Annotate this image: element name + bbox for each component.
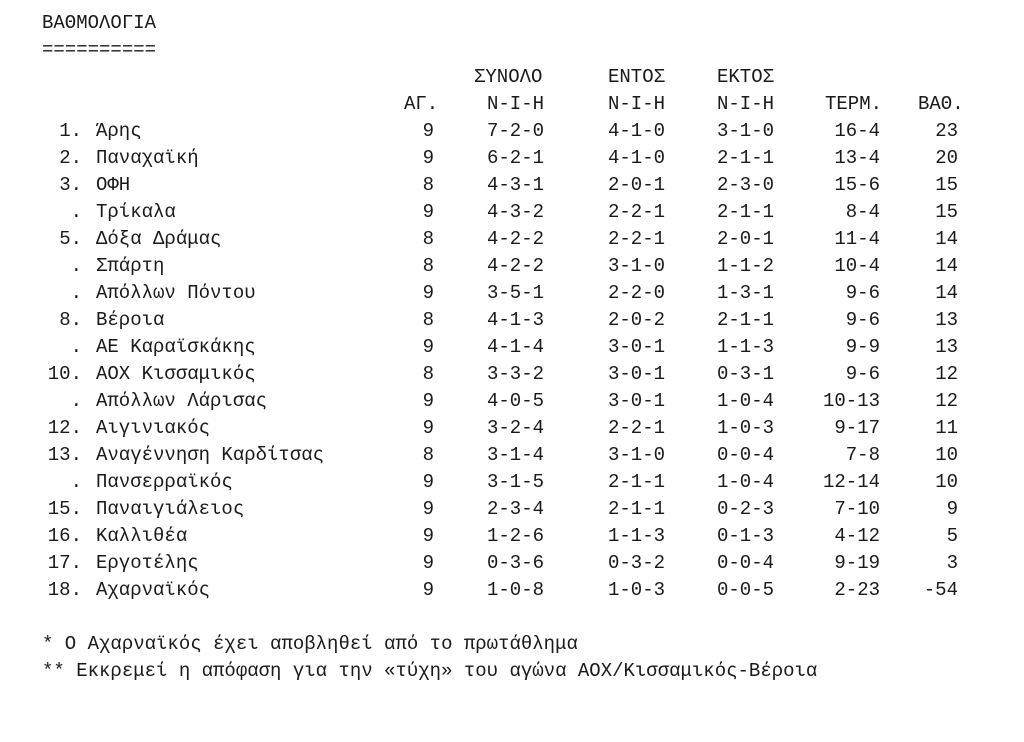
row-total: 3-5-1 xyxy=(487,282,545,304)
row-total: 1-2-6 xyxy=(487,525,545,547)
row-away: 2-1-1 xyxy=(717,147,775,169)
row-games: 9 xyxy=(422,201,434,223)
page-title: ΒΑΘΜΟΛΟΓΙΑ xyxy=(42,12,157,34)
row-home: 3-0-1 xyxy=(608,363,666,385)
row-home: 2-0-1 xyxy=(608,174,666,196)
row-home: 1-0-3 xyxy=(608,579,666,601)
row-home: 2-0-2 xyxy=(608,309,666,331)
row-team: Απόλλων Λάρισας xyxy=(96,390,268,412)
row-goals: 16-4 xyxy=(834,120,880,142)
row-games: 9 xyxy=(422,147,434,169)
header-home-wdl: Ν-Ι-Η xyxy=(608,93,666,115)
row-goals: 11-4 xyxy=(834,228,880,250)
header-home: ΕΝΤΟΣ xyxy=(608,66,666,88)
row-goals: 9-9 xyxy=(845,336,880,358)
row-home: 2-2-1 xyxy=(608,201,666,223)
row-total: 3-3-2 xyxy=(487,363,545,385)
row-total: 1-0-8 xyxy=(487,579,545,601)
row-away: 0-0-5 xyxy=(717,579,775,601)
row-away: 2-1-1 xyxy=(717,309,775,331)
row-away: 0-1-3 xyxy=(717,525,775,547)
row-games: 9 xyxy=(422,579,434,601)
row-away: 0-2-3 xyxy=(717,498,775,520)
row-goals: 13-4 xyxy=(834,147,880,169)
row-team: Πανσερραϊκός xyxy=(96,471,233,493)
row-away: 1-0-3 xyxy=(717,417,775,439)
row-home: 3-1-0 xyxy=(608,255,666,277)
row-team: Εργοτέλης xyxy=(96,552,199,574)
row-position: . xyxy=(70,255,82,277)
row-position: 10. xyxy=(47,363,82,385)
row-points: 12 xyxy=(935,363,958,385)
row-team: ΑΟΧ Κισσαμικός xyxy=(96,363,256,385)
row-team: Παναχαϊκή xyxy=(96,147,199,169)
row-home: 3-1-0 xyxy=(608,444,666,466)
row-goals: 10-13 xyxy=(822,390,880,412)
row-team: Απόλλων Πόντου xyxy=(96,282,256,304)
row-team: ΑΕ Καραϊσκάκης xyxy=(96,336,256,358)
row-home: 3-0-1 xyxy=(608,336,666,358)
header-away: ΕΚΤΟΣ xyxy=(717,66,775,88)
row-home: 2-1-1 xyxy=(608,498,666,520)
row-away: 3-1-0 xyxy=(717,120,775,142)
row-points: 15 xyxy=(935,201,958,223)
row-games: 9 xyxy=(422,120,434,142)
row-goals: 4-12 xyxy=(834,525,880,547)
row-total: 7-2-0 xyxy=(487,120,545,142)
row-team: Αχαρναϊκός xyxy=(96,579,211,601)
row-away: 0-0-4 xyxy=(717,552,775,574)
header-goals: ΤΕΡΜ. xyxy=(825,93,883,115)
row-team: Βέροια xyxy=(96,309,165,331)
footnote: * Ο Αχαρναϊκός έχει αποβληθεί από το πρωτάθλημα xyxy=(42,633,578,655)
row-games: 9 xyxy=(422,525,434,547)
row-games: 9 xyxy=(422,417,434,439)
row-home: 2-1-1 xyxy=(608,471,666,493)
row-points: 20 xyxy=(935,147,958,169)
header-away-wdl: Ν-Ι-Η xyxy=(717,93,775,115)
row-position: . xyxy=(70,471,82,493)
row-team: Αιγινιακός xyxy=(96,417,211,439)
row-away: 1-1-3 xyxy=(717,336,775,358)
row-team: Δόξα Δράμας xyxy=(96,228,222,250)
row-total: 6-2-1 xyxy=(487,147,545,169)
row-games: 9 xyxy=(422,498,434,520)
row-goals: 8-4 xyxy=(845,201,880,223)
row-goals: 7-8 xyxy=(845,444,880,466)
row-home: 3-0-1 xyxy=(608,390,666,412)
row-total: 3-1-5 xyxy=(487,471,545,493)
row-position: 2. xyxy=(59,147,82,169)
row-goals: 7-10 xyxy=(834,498,880,520)
row-points: 23 xyxy=(935,120,958,142)
row-total: 4-1-3 xyxy=(487,309,545,331)
row-goals: 12-14 xyxy=(822,471,880,493)
row-total: 3-1-4 xyxy=(487,444,545,466)
row-total: 2-3-4 xyxy=(487,498,545,520)
row-away: 1-1-2 xyxy=(717,255,775,277)
row-games: 8 xyxy=(422,363,434,385)
row-team: Άρης xyxy=(96,120,142,142)
row-home: 4-1-0 xyxy=(608,147,666,169)
row-position: . xyxy=(70,390,82,412)
row-position: 15. xyxy=(47,498,82,520)
row-team: Καλλιθέα xyxy=(96,525,188,547)
row-position: 18. xyxy=(47,579,82,601)
row-goals: 9-19 xyxy=(834,552,880,574)
row-home: 2-2-1 xyxy=(608,228,666,250)
row-position: 8. xyxy=(59,309,82,331)
row-total: 3-2-4 xyxy=(487,417,545,439)
row-position: 12. xyxy=(47,417,82,439)
footnote: ** Εκκρεμεί η απόφαση για την «τύχη» του αγώνα ΑΟΧ/Κισσαμικός-Βέροια xyxy=(42,660,818,682)
row-goals: 10-4 xyxy=(834,255,880,277)
row-games: 8 xyxy=(422,444,434,466)
row-away: 0-3-1 xyxy=(717,363,775,385)
row-total: 4-3-2 xyxy=(487,201,545,223)
row-points: 13 xyxy=(935,309,958,331)
row-position: 3. xyxy=(59,174,82,196)
row-games: 9 xyxy=(422,282,434,304)
row-away: 2-0-1 xyxy=(717,228,775,250)
header-games: ΑΓ. xyxy=(404,93,439,115)
row-position: 13. xyxy=(47,444,82,466)
row-position: . xyxy=(70,282,82,304)
row-goals: 2-23 xyxy=(834,579,880,601)
row-home: 2-2-1 xyxy=(608,417,666,439)
row-away: 1-3-1 xyxy=(717,282,775,304)
row-away: 2-1-1 xyxy=(717,201,775,223)
row-team: Τρίκαλα xyxy=(96,201,176,223)
row-games: 8 xyxy=(422,228,434,250)
row-total: 4-0-5 xyxy=(487,390,545,412)
header-total-wdl: Ν-Ι-Η xyxy=(487,93,545,115)
row-points: 10 xyxy=(935,444,958,466)
row-games: 9 xyxy=(422,390,434,412)
row-home: 1-1-3 xyxy=(608,525,666,547)
row-games: 8 xyxy=(422,255,434,277)
row-away: 1-0-4 xyxy=(717,390,775,412)
row-total: 4-3-1 xyxy=(487,174,545,196)
row-points: 3 xyxy=(946,552,958,574)
row-games: 9 xyxy=(422,336,434,358)
row-games: 9 xyxy=(422,471,434,493)
row-goals: 9-6 xyxy=(845,309,880,331)
row-points: 14 xyxy=(935,255,958,277)
header-points: ΒΑΘ. xyxy=(918,93,964,115)
row-total: 4-2-2 xyxy=(487,255,545,277)
row-goals: 9-6 xyxy=(845,363,880,385)
row-away: 1-0-4 xyxy=(717,471,775,493)
row-team: ΟΦΗ xyxy=(96,174,131,196)
row-games: 8 xyxy=(422,174,434,196)
row-points: 13 xyxy=(935,336,958,358)
row-team: Αναγέννηση Καρδίτσας xyxy=(96,444,325,466)
row-team: Παναιγιάλειος xyxy=(96,498,245,520)
row-away: 2-3-0 xyxy=(717,174,775,196)
row-total: 4-2-2 xyxy=(487,228,545,250)
row-points: 10 xyxy=(935,471,958,493)
header-total: ΣΥΝΟΛΟ xyxy=(474,66,543,88)
row-home: 2-2-0 xyxy=(608,282,666,304)
title-underline: ========== xyxy=(42,39,157,61)
row-position: . xyxy=(70,336,82,358)
row-position: 1. xyxy=(59,120,82,142)
row-goals: 9-6 xyxy=(845,282,880,304)
row-points: 14 xyxy=(935,282,958,304)
row-points: 9 xyxy=(946,498,958,520)
row-points: 5 xyxy=(946,525,958,547)
row-position: . xyxy=(70,201,82,223)
row-total: 4-1-4 xyxy=(487,336,545,358)
row-total: 0-3-6 xyxy=(487,552,545,574)
row-home: 0-3-2 xyxy=(608,552,666,574)
row-position: 17. xyxy=(47,552,82,574)
row-points: 15 xyxy=(935,174,958,196)
row-position: 5. xyxy=(59,228,82,250)
row-away: 0-0-4 xyxy=(717,444,775,466)
row-goals: 15-6 xyxy=(834,174,880,196)
row-points: -54 xyxy=(923,579,958,601)
row-games: 8 xyxy=(422,309,434,331)
row-position: 16. xyxy=(47,525,82,547)
row-points: 11 xyxy=(935,417,958,439)
row-points: 12 xyxy=(935,390,958,412)
row-games: 9 xyxy=(422,552,434,574)
row-team: Σπάρτη xyxy=(96,255,165,277)
row-goals: 9-17 xyxy=(834,417,880,439)
row-points: 14 xyxy=(935,228,958,250)
row-home: 4-1-0 xyxy=(608,120,666,142)
